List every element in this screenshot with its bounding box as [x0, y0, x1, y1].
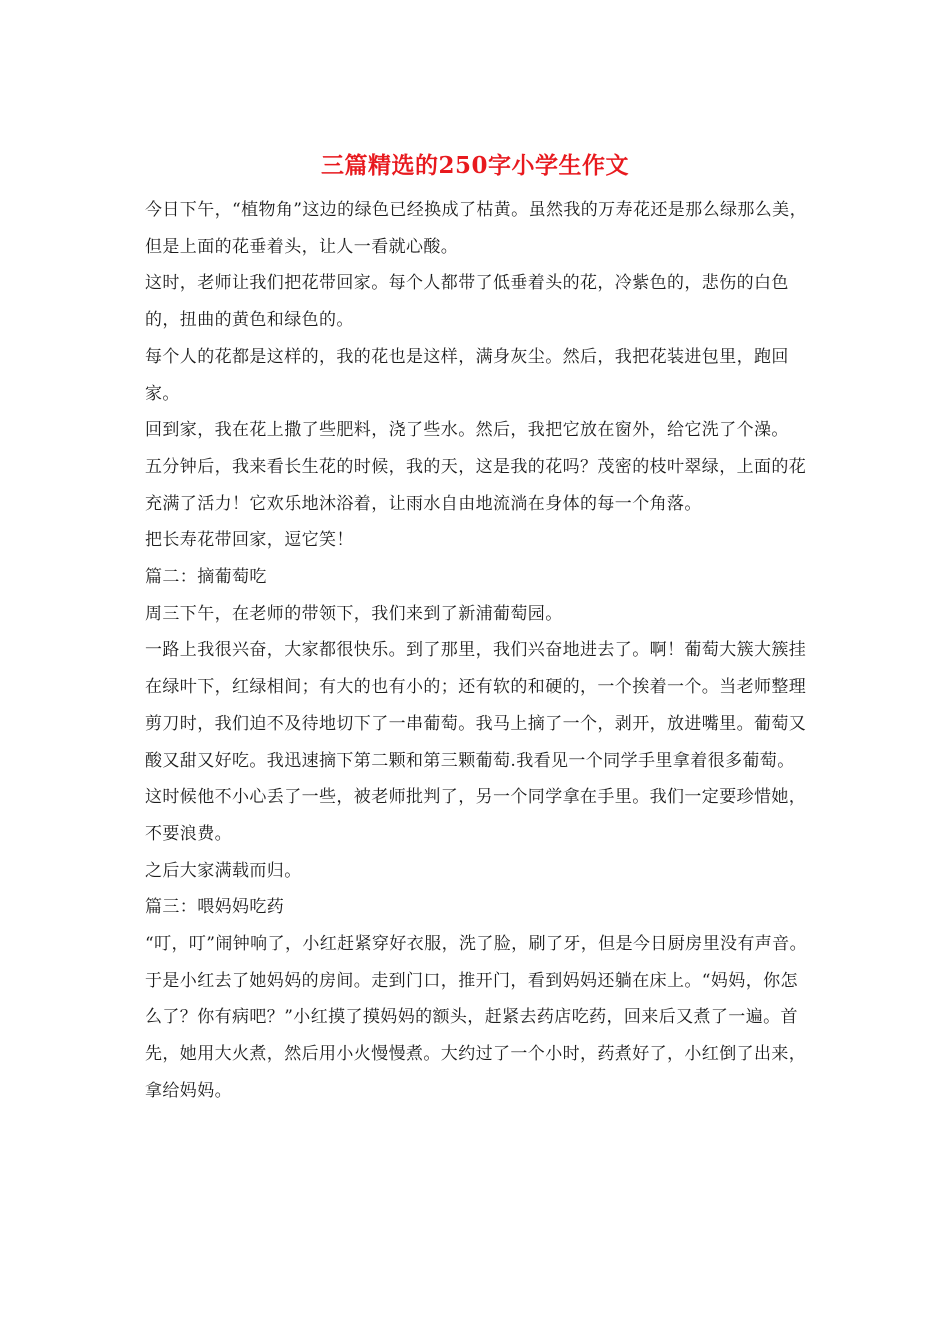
paragraph: 每个人的花都是这样的，我的花也是这样，满身灰尘。然后，我把花装进包里，跑回家。: [145, 346, 789, 404]
paragraph: 一路上我很兴奋，大家都很快乐。到了那里，我们兴奋地进去了。啊！葡萄大簇大簇挂在绿叶下，红绿相间；有大的也有小的；还有软的和硬的，一个挨着一个。当老师整理剪刀时，我们迫不及待地切下了一串葡萄。我马上摘了一个，剥开，放进嘴里。葡萄又酸又甜又好吃。我迅速摘下第二颗和第三颗葡萄.我看见一个同学手里拿着很多葡萄。这时候他不小心丢了一些，被老师批判了，另一个同学拿在手里。我们一定要珍惜她，不要浪费。: [145, 640, 807, 844]
paragraph: 于是小红去了她妈妈的房间。走到门口，推开门，看到妈妈还躺在床上。“妈妈，你怎么了？你有病吧？”小红摸了摸妈妈的额头，赶紧去药店吃药，回来后又煮了一遍。首先，她用大火煮，然后用小火慢慢煮。大约过了一个小时，药煮好了，小红倒了出来，拿给妈妈。: [145, 970, 807, 1101]
paragraph: 之后大家满载而归。: [145, 860, 302, 881]
paragraph: 五分钟后，我来看长生花的时候，我的天，这是我的花吗？茂密的枝叶翠绿，上面的花充满了活力！它欢乐地沐浴着，让雨水自由地流淌在身体的每一个角落。: [145, 456, 807, 514]
document-body: [145, 192, 810, 1110]
section-heading: 篇三：喂妈妈吃药: [145, 897, 285, 918]
paragraph: 这时，老师让我们把花带回家。每个人都带了低垂着头的花，冷紫色的，悲伤的白色的，扭曲的黄色和绿色的。: [145, 273, 789, 331]
document-title: 三篇精选的250字小学生作文: [320, 152, 629, 179]
section-heading: 篇二：摘葡萄吃: [145, 567, 267, 588]
paragraph: 今日下午，“植物角”这边的绿色已经换成了枯黄。虽然我的万寿花还是那么绿那么美，但是上面的花垂着头，让人一看就心酸。: [145, 200, 807, 257]
paragraph: “叮，叮”闹钟响了，小红赶紧穿好衣服，洗了脸，刷了牙，但是今日厨房里没有声音。: [145, 934, 807, 955]
paragraph: 周三下午，在老师的带领下，我们来到了新浦葡萄园。: [145, 603, 563, 624]
paragraph: 回到家，我在花上撒了些肥料，浇了些水。然后，我把它放在窗外，给它洗了个澡。: [145, 420, 789, 441]
paragraph: 把长寿花带回家，逗它笑！: [145, 530, 354, 551]
